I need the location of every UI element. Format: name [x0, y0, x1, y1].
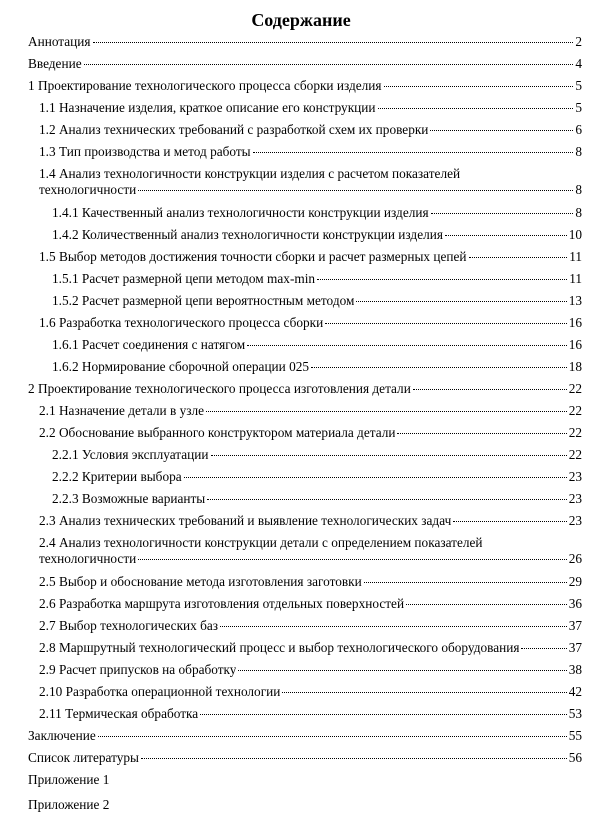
- toc-entry: [0, 163, 602, 202]
- dot-leader: [378, 108, 574, 109]
- toc-entry-text: 1.5.2 Расчет размерной цепи вероятностным методом: [52, 293, 355, 308]
- toc-page-number: 37: [568, 618, 582, 633]
- toc-entry: [0, 488, 602, 510]
- toc-entry-text: 1.5 Выбор методов достижения точности сборки и расчет размерных цепей: [39, 249, 467, 264]
- dot-leader: [325, 323, 566, 324]
- toc-entry-text-line1: 2.4 Анализ технологичности конструкции детали с определением показателей: [39, 535, 483, 550]
- toc-page-number: 11: [569, 271, 582, 286]
- dot-leader: [93, 42, 574, 43]
- dot-leader: [238, 670, 566, 671]
- table-of-contents: [0, 31, 602, 816]
- dot-leader: [397, 433, 566, 434]
- toc-page-number: 38: [568, 662, 582, 677]
- dot-leader: [413, 389, 567, 390]
- toc-page-number: 8: [575, 205, 582, 220]
- toc-entry-text: 2.2.3 Возможные варианты: [52, 491, 206, 506]
- toc-page-number: 6: [575, 122, 582, 137]
- toc-entry-text: Список литературы: [28, 750, 139, 765]
- dot-leader: [445, 235, 567, 236]
- toc-entry: [0, 593, 602, 615]
- toc-entry-text: 1.5.1 Расчет размерной цепи методом max-min: [52, 271, 316, 286]
- toc-entry: [0, 224, 602, 246]
- dot-leader: [206, 411, 567, 412]
- toc-page-number: 22: [568, 425, 582, 440]
- toc-entry: [0, 202, 602, 224]
- toc-entry: [0, 466, 602, 488]
- dot-leader: [282, 692, 566, 693]
- toc-entry-text: Заключение: [28, 728, 96, 743]
- toc-entry-text: технологичности: [39, 551, 137, 566]
- toc-entry: [0, 53, 602, 75]
- dot-leader: [384, 86, 574, 87]
- toc-entry: [0, 268, 602, 290]
- toc-entry: [0, 444, 602, 466]
- dot-leader: [453, 521, 566, 522]
- dot-leader: [211, 455, 567, 456]
- toc-page-number: 55: [568, 728, 582, 743]
- dot-leader: [138, 190, 573, 191]
- dot-leader: [184, 477, 567, 478]
- toc-entry-text: 1.2 Анализ технических требований с разработкой схем их проверки: [39, 122, 429, 137]
- toc-page-number: 11: [569, 249, 582, 264]
- toc-page-number: 16: [568, 337, 582, 352]
- toc-entry: [0, 378, 602, 400]
- toc-entry: [0, 119, 602, 141]
- toc-entry: [0, 356, 602, 378]
- dot-leader: [253, 152, 574, 153]
- toc-entry: [0, 510, 602, 532]
- toc-entry-text: 2.11 Термическая обработка: [39, 706, 199, 721]
- dot-leader: [207, 499, 566, 500]
- toc-page-number: 22: [568, 381, 582, 396]
- toc-appendix-text: Приложение 1: [28, 772, 110, 787]
- toc-entry-text: 2.7 Выбор технологических баз: [39, 618, 219, 633]
- toc-entry: [0, 246, 602, 268]
- toc-entry: [0, 571, 602, 593]
- toc-entry-text: 2 Проектирование технологического процесса изготовления детали: [28, 381, 411, 396]
- dot-leader: [311, 367, 567, 368]
- toc-page-number: 13: [568, 293, 582, 308]
- toc-entry-text: 2.2.1 Условия эксплуатации: [52, 447, 209, 462]
- toc-entry-text: 2.2 Обоснование выбранного конструктором материала детали: [39, 425, 396, 440]
- toc-entry-text: 1.1 Назначение изделия, краткое описание его конструкции: [39, 100, 376, 115]
- toc-entry-text: 2.10 Разработка операционной технологии: [39, 684, 281, 699]
- toc-entry: [0, 141, 602, 163]
- dot-leader: [431, 213, 574, 214]
- page-title: Содержание: [251, 10, 351, 30]
- toc-entry: [0, 637, 602, 659]
- dot-leader: [200, 714, 567, 715]
- toc-page-number: 4: [575, 56, 582, 71]
- dot-leader: [98, 736, 567, 737]
- toc-entry: [0, 703, 602, 725]
- toc-page-number: 26: [568, 551, 582, 566]
- toc-entry-text: 1.6.2 Нормирование сборочной операции 025: [52, 359, 310, 374]
- dot-leader: [84, 64, 574, 65]
- toc-entry: [0, 422, 602, 444]
- dot-leader: [247, 345, 567, 346]
- toc-appendix: [0, 769, 602, 791]
- toc-entry: [0, 725, 602, 747]
- toc-entry-text: 1 Проектирование технологического процесса сборки изделия: [28, 78, 382, 93]
- toc-entry-text: 2.9 Расчет припусков на обработку: [39, 662, 237, 677]
- toc-page-number: 29: [568, 574, 582, 589]
- toc-entry: [0, 75, 602, 97]
- toc-page-number: 22: [568, 403, 582, 418]
- toc-page-number: 23: [568, 513, 582, 528]
- toc-entry: [0, 532, 602, 571]
- toc-entry: [0, 400, 602, 422]
- toc-page-number: 16: [568, 315, 582, 330]
- toc-entry: [0, 615, 602, 637]
- toc-entry: [0, 290, 602, 312]
- toc-entry-text: 2.5 Выбор и обоснование метода изготовления заготовки: [39, 574, 362, 589]
- toc-entry-text-line1: 1.4 Анализ технологичности конструкции изделия с расчетом показателей: [39, 166, 461, 181]
- toc-page-number: 23: [568, 469, 582, 484]
- toc-entry-text: 2.3 Анализ технических требований и выявление технологических задач: [39, 513, 452, 528]
- toc-page-number: 53: [568, 706, 582, 721]
- dot-leader: [521, 648, 566, 649]
- toc-entry: [0, 681, 602, 703]
- toc-entry: [0, 334, 602, 356]
- toc-entry-text: 1.6.1 Расчет соединения с натягом: [52, 337, 246, 352]
- dot-leader: [220, 626, 567, 627]
- toc-appendix-text: Приложение 2: [28, 797, 110, 812]
- dot-leader: [469, 257, 568, 258]
- toc-page-number: 2: [575, 34, 582, 49]
- dot-leader: [356, 301, 566, 302]
- toc-entry-text: 2.2.2 Критерии выбора: [52, 469, 182, 484]
- dot-leader: [141, 758, 567, 759]
- dot-leader: [430, 130, 573, 131]
- toc-entry-text: 2.1 Назначение детали в узле: [39, 403, 205, 418]
- toc-page-number: 36: [568, 596, 582, 611]
- toc-page-number: 10: [568, 227, 582, 242]
- toc-entry: [0, 659, 602, 681]
- toc-page-number: 22: [568, 447, 582, 462]
- toc-page-number: 5: [575, 78, 582, 93]
- toc-page-number: 5: [575, 100, 582, 115]
- toc-page-number: 23: [568, 491, 582, 506]
- toc-page-number: 42: [568, 684, 582, 699]
- toc-appendix: [0, 791, 602, 816]
- dot-leader: [317, 279, 567, 280]
- dot-leader: [138, 559, 566, 560]
- toc-entry-text: 1.6 Разработка технологического процесса сборки: [39, 315, 324, 330]
- toc-entry: [0, 747, 602, 769]
- toc-entry-text: Введение: [28, 56, 82, 71]
- toc-entry-text: 2.6 Разработка маршрута изготовления отдельных поверхностей: [39, 596, 405, 611]
- toc-page-number: 18: [568, 359, 582, 374]
- toc-entry-text: 1.3 Тип производства и метод работы: [39, 144, 251, 159]
- toc-entry-text: технологичности: [39, 182, 137, 197]
- dot-leader: [406, 604, 567, 605]
- toc-entry-text: 1.4.2 Количественный анализ технологичности конструкции изделия: [52, 227, 443, 242]
- toc-entry: [0, 312, 602, 334]
- toc-page-number: 56: [568, 750, 582, 765]
- toc-entry: [0, 31, 602, 53]
- toc-entry-text: 1.4.1 Качественный анализ технологичности конструкции изделия: [52, 205, 429, 220]
- toc-page-number: 37: [568, 640, 582, 655]
- toc-entry-text: 2.8 Маршрутный технологический процесс и выбор технологического оборудования: [39, 640, 520, 655]
- dot-leader: [364, 582, 567, 583]
- toc-page-number: 8: [575, 144, 582, 159]
- toc-entry: [0, 97, 602, 119]
- toc-page-number: 8: [575, 182, 582, 197]
- toc-entry-text: Аннотация: [28, 34, 91, 49]
